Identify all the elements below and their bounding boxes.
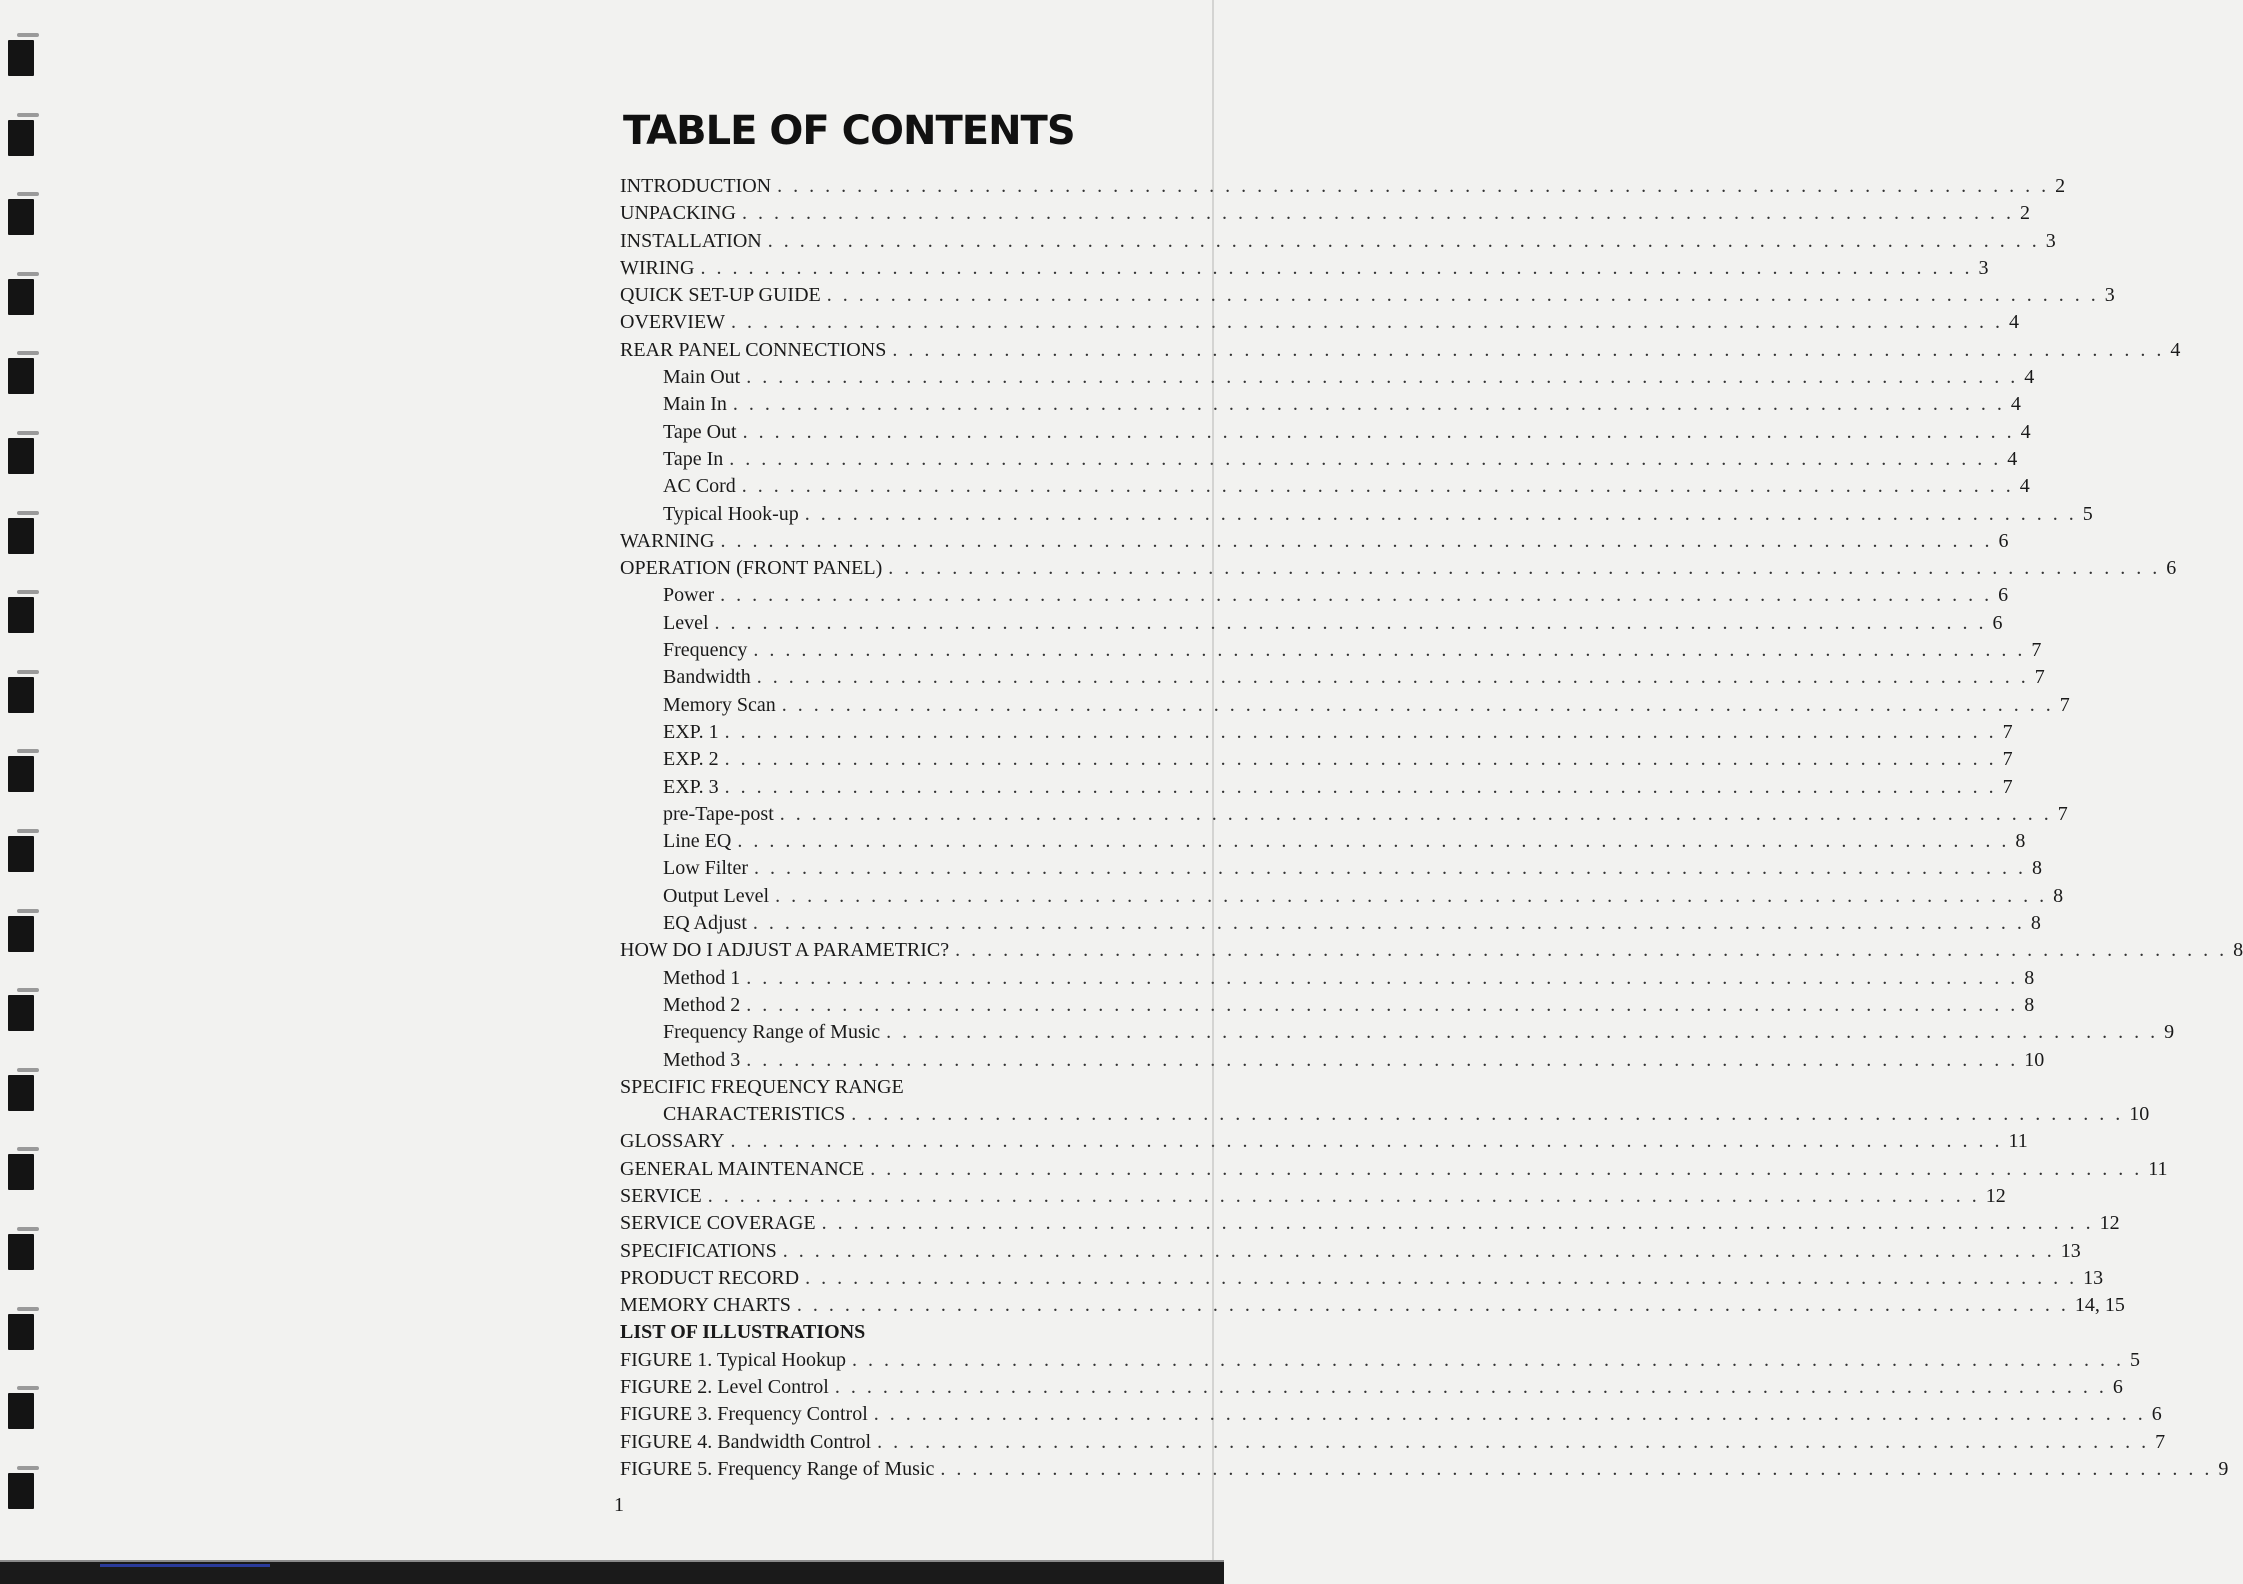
toc-leader-dots: . . . . . . . . . . . . . . . . . . . . . . . . . . . . . . . . . . . . . . . . . . . . . . . . . . . . . . . . . . . . . . . . . . . . . . . . . . . . . . . . [754, 857, 2026, 880]
toc-entry-page: 7 [2002, 720, 2013, 743]
toc-entry-page: 4 [2009, 311, 2020, 334]
toc-entry [620, 228, 2056, 255]
toc-entry [620, 992, 2035, 1019]
toc-leader-dots: . . . . . . . . . . . . . . . . . . . . . . . . . . . . . . . . . . . . . . . . . . . . . . . . . . . . . . . . . . . . . . . . . . . . . . . . . . . . . . . . [955, 939, 2228, 962]
toc-entry-label: Bandwidth [663, 666, 751, 689]
toc-entry-page: 8 [2053, 884, 2064, 907]
toc-entry [620, 282, 2115, 309]
toc-entry [620, 1347, 2140, 1374]
toc-entry [620, 1156, 2168, 1183]
binding-coil-lip [17, 1386, 39, 1390]
toc-leader-dots: . . . . . . . . . . . . . . . . . . . . . . . . . . . . . . . . . . . . . . . . . . . . . . . . . . . . . . . . . . . . . . . . . . . . . . . . . . . . . . . . [873, 1403, 2146, 1426]
toc-entry [620, 828, 2026, 855]
toc-entry-label: PRODUCT RECORD [620, 1266, 800, 1289]
binding-coil [3, 1065, 33, 1113]
page-number: 1 [614, 1494, 624, 1516]
toc-entry [620, 173, 2066, 200]
toc-entry-page: 4 [2020, 420, 2031, 443]
toc-entry-label: Tape Out [663, 420, 737, 443]
toc-entry-page: 11 [2148, 1157, 2168, 1180]
binding-coil [3, 1144, 33, 1192]
toc-entry-page: 12 [1985, 1184, 2006, 1207]
toc-entry-page: 6 [2166, 557, 2177, 580]
binding-coil-lip [17, 1227, 39, 1231]
toc-entry [620, 446, 2018, 473]
toc-entry-label: Method 2 [663, 993, 741, 1016]
toc-leader-dots: . . . . . . . . . . . . . . . . . . . . . . . . . . . . . . . . . . . . . . . . . . . . . . . . . . . . . . . . . . . . . . . . . . . . . . . . . . . . . . . . [707, 1184, 1980, 1207]
toc-entry [620, 719, 2013, 746]
binding-coil [3, 348, 33, 396]
toc-leader-dots: . . . . . . . . . . . . . . . . . . . . . . . . . . . . . . . . . . . . . . . . . . . . . . . . . . . . . . . . . . . . . . . . . . . . . . . . . . . . . . . . [777, 175, 2050, 197]
toc-entry-page: 5 [2130, 1348, 2140, 1371]
toc-entry-page: 7 [2002, 775, 2013, 798]
toc-entry-page: 8 [2015, 830, 2026, 853]
toc-leader-dots: . . . . . . . . . . . . . . . . . . . . . . . . . . . . . . . . . . . . . . . . . . . . . . . . . . . . . . . . . . . . . . . . . . . . . . . . . . . . . . . . [781, 693, 2054, 716]
binding-hole [8, 438, 34, 474]
toc-entry [620, 200, 2030, 227]
toc-leader-dots: . . . . . . . . . . . . . . . . . . . . . . . . . . . . . . . . . . . . . . . . . . . . . . . . . . . . . . . . . . . . . . . . . . . . . . . . . . . . . . . . [746, 993, 2019, 1016]
binding-hole [8, 120, 34, 156]
toc-entry-label: SPECIFIC FREQUENCY RANGE [620, 1075, 904, 1098]
binding-coil [3, 985, 33, 1033]
toc-entry-page: 7 [2002, 748, 2013, 771]
toc-leader-dots: . . . . . . . . . . . . . . . . . . . . . . . . . . . . . . . . . . . . . . . . . . . . . . . . . . . . . . . . . . . . . . . . . . . . . . . . . . . . . . . . [796, 1294, 2069, 1317]
binding-coil-lip [17, 1147, 39, 1151]
toc-entry-label: LIST OF ILLUSTRATIONS [620, 1321, 866, 1344]
toc-entry [620, 555, 2177, 582]
binding-coil [3, 189, 33, 237]
toc-entry-label: GENERAL MAINTENANCE [620, 1157, 865, 1180]
toc-entry [620, 637, 2042, 664]
binding-coil-lip [17, 1466, 39, 1470]
toc-entry-page: 6 [2112, 1376, 2123, 1399]
binding-coil [3, 30, 33, 78]
binding-hole [8, 279, 34, 315]
binding-hole [8, 1154, 34, 1190]
binding-coil-lip [17, 272, 39, 276]
toc-entry [620, 364, 2035, 391]
toc-entry-label: OPERATION (FRONT PANEL) [620, 557, 883, 580]
binding-coil [3, 746, 33, 794]
toc-leader-dots: . . . . . . . . . . . . . . . . . . . . . . . . . . . . . . . . . . . . . . . . . . . . . . . . . . . . . . . . . . . . . . . . . . . . . . . . . . . . . . . . [700, 256, 1973, 279]
toc-entry [620, 1074, 1145, 1101]
toc-entry-page: 6 [1998, 529, 2009, 552]
binding-hole [8, 836, 34, 872]
toc-entry-label: Line EQ [663, 830, 732, 853]
binding-coil-lip [17, 590, 39, 594]
toc-entry [620, 1128, 2028, 1155]
binding-coil [3, 1463, 33, 1511]
toc-entry [620, 391, 2021, 418]
toc-entry-label: Power [663, 584, 715, 607]
toc-entry-page: 7 [2031, 639, 2042, 662]
toc-entry [620, 1019, 2175, 1046]
toc-entry [620, 1265, 2104, 1292]
toc-entry-label: EXP. 2 [663, 748, 719, 771]
toc-entry [620, 1374, 2123, 1401]
toc-entry-page: 6 [2151, 1403, 2162, 1426]
binding-coil [3, 508, 33, 556]
toc-entry [620, 1047, 2045, 1074]
toc-entry-label: EQ Adjust [663, 912, 747, 935]
toc-entry-page: 10 [2024, 1048, 2045, 1071]
spiral-binding [0, 30, 40, 1530]
toc-entry-page: 4 [2019, 475, 2030, 498]
toc-leader-dots: . . . . . . . . . . . . . . . . . . . . . . . . . . . . . . . . . . . . . . . . . . . . . . . . . . . . . . . . . . . . . . . . . . . . . . . . . . . . . . . . [779, 802, 2052, 825]
toc-entry-label: EXP. 3 [663, 775, 719, 798]
binding-coil-lip [17, 749, 39, 753]
toc-entry-page: 8 [2032, 857, 2042, 880]
toc-leader-dots: . . . . . . . . . . . . . . . . . . . . . . . . . . . . . . . . . . . . . . . . . . . . . . . . . . . . . . . . . . . . . . . . . . . . . . . . . . . . . . . . [775, 884, 2048, 907]
binding-coil-lip [17, 113, 39, 117]
toc-entry-page: 8 [2024, 966, 2035, 989]
toc-entry [620, 1238, 2081, 1265]
toc-entry-label: SERVICE COVERAGE [620, 1212, 816, 1235]
toc-entry-label: SERVICE [620, 1184, 702, 1207]
binding-coil-lip [17, 431, 39, 435]
binding-coil [3, 1224, 33, 1272]
toc-entry-page: 7 [2059, 693, 2070, 716]
toc-entry [620, 774, 2013, 801]
toc-entry-label: CHARACTERISTICS [663, 1103, 846, 1126]
toc-entry-label: FIGURE 2. Level Control [620, 1376, 829, 1399]
toc-entry-page: 4 [2010, 393, 2021, 416]
toc-entry-label: FIGURE 5. Frequency Range of Music [620, 1457, 935, 1480]
toc-leader-dots: . . . . . . . . . . . . . . . . . . . . . . . . . . . . . . . . . . . . . . . . . . . . . . . . . . . . . . . . . . . . . . . . . . . . . . . . . . . . . . . . [720, 529, 1993, 552]
binding-hole [8, 199, 34, 235]
page-title: TABLE OF CONTENTS [623, 108, 1075, 154]
toc-leader-dots: . . . . . . . . . . . . . . . . . . . . . . . . . . . . . . . . . . . . . . . . . . . . . . . . . . . . . . . . . . . . . . . . . . . . . . . . . . . . . . . . [888, 557, 2161, 580]
binding-coil-lip [17, 988, 39, 992]
binding-coil [3, 1383, 33, 1431]
toc-leader-dots: . . . . . . . . . . . . . . . . . . . . . . . . . . . . . . . . . . . . . . . . . . . . . . . . . . . . . . . . . . . . . . . . . . . . . . . . . . . . . . . . [752, 912, 2025, 935]
toc-entry [620, 1429, 2166, 1456]
toc-entry-label: Typical Hook-up [663, 502, 799, 525]
binding-hole [8, 518, 34, 554]
toc-entry-label: pre-Tape-post [663, 802, 774, 825]
toc-entry-label: INSTALLATION [620, 229, 762, 252]
toc-entry [620, 582, 2009, 609]
binding-coil [3, 906, 33, 954]
toc-entry [620, 255, 1989, 282]
toc-entry [620, 664, 2045, 691]
toc-entry-label: FIGURE 1. Typical Hookup [620, 1348, 846, 1371]
toc-entry [620, 1210, 2120, 1237]
toc-entry-label: Method 1 [663, 966, 741, 989]
binding-coil-lip [17, 1307, 39, 1311]
binding-coil [3, 667, 33, 715]
toc-entry [620, 610, 2003, 637]
toc-entry-label: GLOSSARY [620, 1130, 725, 1153]
toc-entry-page: 10 [2129, 1103, 2150, 1126]
toc-entry-label: OVERVIEW [620, 311, 726, 334]
toc-entry [620, 910, 2041, 937]
toc-leader-dots: . . . . . . . . . . . . . . . . . . . . . . . . . . . . . . . . . . . . . . . . . . . . . . . . . . . . . . . . . . . . . . . . . . . . . . . . . . . . . . . . [851, 1103, 2124, 1126]
binding-hole [8, 1234, 34, 1270]
binding-coil-lip [17, 670, 39, 674]
toc-entry-label: Main Out [663, 366, 741, 389]
toc-leader-dots: . . . . . . . . . . . . . . . . . . . . . . . . . . . . . . . . . . . . . . . . . . . . . . . . . . . . . . . . . . . . . . . . . . . . . . . . . . . . . . . . [892, 338, 2165, 361]
toc-entry-label: QUICK SET-UP GUIDE [620, 284, 821, 307]
toc-leader-dots: . . . . . . . . . . . . . . . . . . . . . . . . . . . . . . . . . . . . . . . . . . . . . . . . . . . . . . . . . . . . . . . . . . . . . . . . . . . . . . . . [804, 502, 2077, 525]
binding-hole [8, 358, 34, 394]
toc-entry-page: 3 [2104, 284, 2115, 307]
toc-leader-dots: . . . . . . . . . . . . . . . . . . . . . . . . . . . . . . . . . . . . . . . . . . . . . . . . . . . . . . . . . . . . . . . . . . . . . . . . . . . . . . . . [737, 830, 2010, 853]
binding-coil-lip [17, 511, 39, 515]
toc-entry-label: FIGURE 3. Frequency Control [620, 1403, 868, 1426]
toc-entry-page: 8 [2233, 939, 2243, 962]
toc-entry-label: Main In [663, 393, 727, 416]
toc-entry-label: MEMORY CHARTS [620, 1294, 791, 1317]
toc-entry-label: EXP. 1 [663, 720, 719, 743]
toc-entry [620, 1101, 2150, 1128]
toc-entry-label: AC Cord [663, 475, 736, 498]
toc-entry-label: Level [663, 611, 709, 634]
binding-coil [3, 587, 33, 635]
toc-leader-dots: . . . . . . . . . . . . . . . . . . . . . . . . . . . . . . . . . . . . . . . . . . . . . . . . . . . . . . . . . . . . . . . . . . . . . . . . . . . . . . . . [724, 775, 1997, 798]
toc-leader-dots: . . . . . . . . . . . . . . . . . . . . . . . . . . . . . . . . . . . . . . . . . . . . . . . . . . . . . . . . . . . . . . . . . . . . . . . . . . . . . . . . [724, 720, 1997, 743]
toc-entry [620, 801, 2068, 828]
binding-coil [3, 1304, 33, 1352]
toc-leader-dots: . . . . . . . . . . . . . . . . . . . . . . . . . . . . . . . . . . . . . . . . . . . . . . . . . . . . . . . . . . . . . . . . . . . . . . . . . . . . . . . . [731, 311, 2004, 334]
toc-leader-dots: . . . . . . . . . . . . . . . . . . . . . . . . . . . . . . . . . . . . . . . . . . . . . . . . . . . . . . . . . . . . . . . . . . . . . . . . . . . . . . . . [753, 639, 2026, 662]
toc-entry [620, 528, 2009, 555]
toc-leader-dots: . . . . . . . . . . . . . . . . . . . . . . . . . . . . . . . . . . . . . . . . . . . . . . . . . . . . . . . . . . . . . . . . . . . . . . . . . . . . . . . . [746, 366, 2019, 389]
toc-leader-dots: . . . . . . . . . . . . . . . . . . . . . . . . . . . . . . . . . . . . . . . . . . . . . . . . . . . . . . . . . . . . . . . . . . . . . . . . . . . . . . . . [852, 1348, 2124, 1371]
toc-entry-page: 6 [1992, 611, 2003, 634]
toc-entry-label: WIRING [620, 256, 695, 279]
toc-leader-dots: . . . . . . . . . . . . . . . . . . . . . . . . . . . . . . . . . . . . . . . . . . . . . . . . . . . . . . . . . . . . . . . . . . . . . . . . . . . . . . . . [782, 1239, 2055, 1262]
toc-entry-page: 4 [2007, 447, 2018, 470]
toc-leader-dots: . . . . . . . . . . . . . . . . . . . . . . . . . . . . . . . . . . . . . . . . . . . . . . . . . . . . . . . . . . . . . . . . . . . . . . . . . . . . . . . . [826, 284, 2099, 307]
toc-entry [620, 1183, 2006, 1210]
toc-entry-page: 13 [2083, 1266, 2104, 1289]
binding-hole [8, 677, 34, 713]
toc-entry-page: 13 [2060, 1239, 2081, 1262]
binding-coil-lip [17, 351, 39, 355]
binding-coil [3, 110, 33, 158]
binding-hole [8, 995, 34, 1031]
toc-entry [620, 965, 2035, 992]
toc-leader-dots: . . . . . . . . . . . . . . . . . . . . . . . . . . . . . . . . . . . . . . . . . . . . . . . . . . . . . . . . . . . . . . . . . . . . . . . . . . . . . . . . [720, 584, 1993, 607]
binding-coil [3, 269, 33, 317]
toc-leader-dots: . . . . . . . . . . . . . . . . . . . . . . . . . . . . . . . . . . . . . . . . . . . . . . . . . . . . . . . . . . . . . . . . . . . . . . . . . . . . . . . . [741, 202, 2014, 225]
toc-entry [620, 746, 2013, 773]
toc-entry [620, 337, 2181, 364]
binding-hole [8, 1393, 34, 1429]
toc-leader-dots: . . . . . . . . . . . . . . . . . . . . . . . . . . . . . . . . . . . . . . . . . . . . . . . . . . . . . . . . . . . . . . . . . . . . . . . . . . . . . . . . [886, 1021, 2159, 1044]
toc-entry-label: SPECIFICATIONS [620, 1239, 777, 1262]
toc-entry-page: 7 [2057, 802, 2068, 825]
toc-entry-page: 11 [2008, 1130, 2028, 1153]
table-of-contents [620, 173, 2243, 1483]
toc-leader-dots: . . . . . . . . . . . . . . . . . . . . . . . . . . . . . . . . . . . . . . . . . . . . . . . . . . . . . . . . . . . . . . . . . . . . . . . . . . . . . . . . [805, 1266, 2078, 1289]
binding-coil-lip [17, 1068, 39, 1072]
toc-leader-dots: . . . . . . . . . . . . . . . . . . . . . . . . . . . . . . . . . . . . . . . . . . . . . . . . . . . . . . . . . . . . . . . . . . . . . . . . . . . . . . . . [767, 229, 2040, 252]
toc-entry [620, 692, 2070, 719]
toc-entry-label: WARNING [620, 529, 715, 552]
toc-entry [620, 501, 2093, 528]
toc-entry [620, 1456, 2229, 1483]
toc-entry-page: 4 [2024, 366, 2035, 389]
binding-hole [8, 916, 34, 952]
toc-entry-page: 3 [1978, 256, 1989, 279]
toc-leader-dots: . . . . . . . . . . . . . . . . . . . . . . . . . . . . . . . . . . . . . . . . . . . . . . . . . . . . . . . . . . . . . . . . . . . . . . . . . . . . . . . . [741, 475, 2014, 498]
toc-leader-dots: . . . . . . . . . . . . . . . . . . . . . . . . . . . . . . . . . . . . . . . . . . . . . . . . . . . . . . . . . . . . . . . . . . . . . . . . . . . . . . . . [877, 1430, 2150, 1453]
toc-entry-label: Low Filter [663, 857, 748, 880]
toc-entry-page: 5 [2082, 502, 2093, 525]
toc-entry-page: 2 [2055, 175, 2066, 197]
toc-entry [620, 473, 2030, 500]
toc-entry [620, 419, 2031, 446]
toc-leader-dots: . . . . . . . . . . . . . . . . . . . . . . . . . . . . . . . . . . . . . . . . . . . . . . . . . . . . . . . . . . . . . . . . . . . . . . . . . . . . . . . . [732, 393, 2005, 416]
binding-hole [8, 1314, 34, 1350]
toc-entry-page: 7 [2034, 666, 2045, 689]
toc-entry-page: 4 [2170, 338, 2181, 361]
binding-hole [8, 40, 34, 76]
toc-leader-dots: . . . . . . . . . . . . . . . . . . . . . . . . . . . . . . . . . . . . . . . . . . . . . . . . . . . . . . . . . . . . . . . . . . . . . . . . . . . . . . . . [821, 1212, 2094, 1235]
toc-entry-page: 2 [2019, 202, 2030, 225]
toc-entry-page: 8 [2030, 912, 2041, 935]
toc-entry [620, 883, 2064, 910]
toc-leader-dots: . . . . . . . . . . . . . . . . . . . . . . . . . . . . . . . . . . . . . . . . . . . . . . . . . . . . . . . . . . . . . . . . . . . . . . . . . . . . . . . . [746, 966, 2019, 989]
toc-entry-label: HOW DO I ADJUST A PARAMETRIC? [620, 939, 950, 962]
toc-leader-dots: . . . . . . . . . . . . . . . . . . . . . . . . . . . . . . . . . . . . . . . . . . . . . . . . . . . . . . . . . . . . . . . . . . . . . . . . . . . . . . . . [746, 1048, 2019, 1071]
toc-entry-label: INTRODUCTION [620, 175, 772, 197]
toc-leader-dots: . . . . . . . . . . . . . . . . . . . . . . . . . . . . . . . . . . . . . . . . . . . . . . . . . . . . . . . . . . . . . . . . . . . . . . . . . . . . . . . . [730, 1130, 2003, 1153]
toc-entry [620, 937, 2243, 964]
toc-leader-dots: . . . . . . . . . . . . . . . . . . . . . . . . . . . . . . . . . . . . . . . . . . . . . . . . . . . . . . . . . . . . . . . . . . . . . . . . . . . . . . . . [756, 666, 2029, 689]
toc-entry-label: Tape In [663, 447, 724, 470]
toc-entry [620, 1401, 2162, 1428]
toc-leader-dots: . . . . . . . . . . . . . . . . . . . . . . . . . . . . . . . . . . . . . . . . . . . . . . . . . . . . . . . . . . . . . . . . . . . . . . . . . . . . . . . . [870, 1157, 2143, 1180]
toc-entry-page: 9 [2218, 1457, 2229, 1480]
binding-hole [8, 1473, 34, 1509]
toc-entry-page: 8 [2024, 993, 2035, 1016]
toc-entry-label: Output Level [663, 884, 770, 907]
toc-entry-page: 7 [2155, 1430, 2166, 1453]
toc-entry-label: Frequency [663, 639, 748, 662]
toc-leader-dots: . . . . . . . . . . . . . . . . . . . . . . . . . . . . . . . . . . . . . . . . . . . . . . . . . . . . . . . . . . . . . . . . . . . . . . . . . . . . . . . . [724, 748, 1997, 771]
toc-leader-dots: . . . . . . . . . . . . . . . . . . . . . . . . . . . . . . . . . . . . . . . . . . . . . . . . . . . . . . . . . . . . . . . . . . . . . . . . . . . . . . . . [834, 1376, 2107, 1399]
toc-entry-label: UNPACKING [620, 202, 736, 225]
scan-border [0, 1562, 1224, 1584]
toc-entry-page: 3 [2045, 229, 2056, 252]
toc-entry-label: Memory Scan [663, 693, 776, 716]
toc-entry-label: REAR PANEL CONNECTIONS [620, 338, 887, 361]
toc-entry-label: Method 3 [663, 1048, 741, 1071]
toc-entry [620, 1319, 1145, 1346]
toc-entry [620, 855, 2042, 882]
scan-streak [100, 1564, 270, 1567]
binding-coil-lip [17, 33, 39, 37]
toc-entry-page: 9 [2164, 1021, 2175, 1044]
toc-leader-dots: . . . . . . . . . . . . . . . . . . . . . . . . . . . . . . . . . . . . . . . . . . . . . . . . . . . . . . . . . . . . . . . . . . . . . . . . . . . . . . . . [940, 1457, 2213, 1480]
toc-entry [620, 309, 2020, 336]
toc-entry [620, 1292, 2125, 1319]
binding-hole [8, 597, 34, 633]
toc-leader-dots: . . . . . . . . . . . . . . . . . . . . . . . . . . . . . . . . . . . . . . . . . . . . . . . . . . . . . . . . . . . . . . . . . . . . . . . . . . . . . . . . [714, 611, 1987, 634]
binding-coil-lip [17, 829, 39, 833]
toc-entry-page: 6 [1998, 584, 2009, 607]
toc-leader-dots: . . . . . . . . . . . . . . . . . . . . . . . . . . . . . . . . . . . . . . . . . . . . . . . . . . . . . . . . . . . . . . . . . . . . . . . . . . . . . . . . [742, 420, 2015, 443]
binding-hole [8, 1075, 34, 1111]
toc-entry-page: 14, 15 [2074, 1294, 2125, 1317]
binding-coil [3, 826, 33, 874]
toc-entry-label: FIGURE 4. Bandwidth Control [620, 1430, 872, 1453]
toc-leader-dots: . . . . . . . . . . . . . . . . . . . . . . . . . . . . . . . . . . . . . . . . . . . . . . . . . . . . . . . . . . . . . . . . . . . . . . . . . . . . . . . . [729, 447, 2002, 470]
toc-entry-label: Frequency Range of Music [663, 1021, 881, 1044]
binding-coil [3, 428, 33, 476]
toc-entry-page: 12 [2099, 1212, 2120, 1235]
binding-coil-lip [17, 192, 39, 196]
binding-hole [8, 756, 34, 792]
binding-coil-lip [17, 909, 39, 913]
